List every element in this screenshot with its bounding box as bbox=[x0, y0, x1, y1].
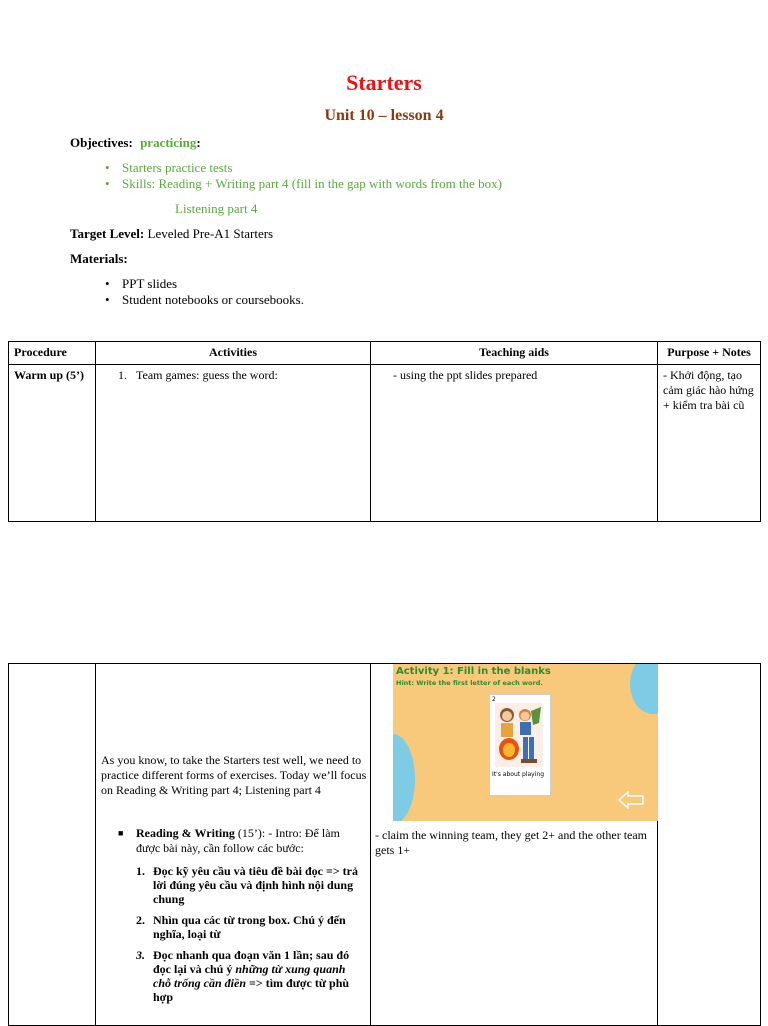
purpose-cell: - Khởi động, tạo cảm giác hào hứng + kiểm tra bài cũ bbox=[658, 365, 761, 522]
slide-title: Activity 1: Fill in the blanks bbox=[396, 666, 551, 677]
step-text-italic: những từ xung quanh chỗ trống cần điền bbox=[153, 962, 346, 990]
bullet-icon: • bbox=[105, 160, 110, 175]
header-procedure: Procedure bbox=[9, 342, 96, 365]
square-bullet-icon: ■ bbox=[118, 828, 124, 838]
teaching-aids-text: - claim the winning team, they get 2+ and the other team gets 1+ bbox=[375, 828, 648, 857]
step-number: 1. bbox=[136, 864, 145, 878]
list-item bbox=[136, 913, 363, 941]
document-subtitle: Unit 10 – lesson 4 bbox=[324, 107, 444, 124]
objectives-colon: : bbox=[196, 135, 201, 150]
list-item bbox=[105, 276, 304, 292]
slide-hint: Hint: Write the first letter of each word. bbox=[396, 679, 543, 687]
step-number: 3. bbox=[136, 948, 145, 962]
procedure-cell bbox=[9, 664, 96, 1026]
table-header-row bbox=[9, 342, 761, 365]
procedure-table bbox=[8, 341, 761, 522]
reading-writing-label: Reading & Writing bbox=[136, 826, 235, 840]
card-number: 2 bbox=[492, 696, 496, 703]
objectives-line bbox=[70, 135, 201, 151]
decorative-blob bbox=[630, 664, 658, 714]
children-illustration-icon bbox=[495, 703, 543, 767]
step-number: 2. bbox=[136, 913, 145, 927]
decorative-blob bbox=[393, 734, 415, 821]
steps-list bbox=[136, 864, 363, 1011]
activity-text: Team games: guess the word: bbox=[136, 368, 278, 382]
purpose-cell bbox=[658, 664, 761, 1026]
intro-paragraph: As you know, to take the Starters test well, we need to practice different forms of exercises. Today we’ll focus on Reading & Writing part 4; Listening part 4 bbox=[101, 753, 367, 797]
activity-slide-image bbox=[393, 664, 658, 821]
step-text: Đọc nhanh qua đoạn văn 1 lần; sau đó đọc lại và chú ý bbox=[153, 948, 350, 976]
materials-list bbox=[105, 276, 304, 308]
target-level-value: Leveled Pre-A1 Starters bbox=[147, 226, 274, 241]
list-item bbox=[105, 292, 304, 308]
header-teaching-aids: Teaching aids bbox=[371, 342, 658, 365]
target-level-label: Target Level: bbox=[70, 226, 145, 241]
step-text: Đọc kỹ yêu cầu và tiêu đề bài đọc => trả lời đúng yêu cầu và định hình nội dung chung bbox=[153, 864, 359, 906]
objectives-list bbox=[105, 160, 502, 192]
objectives-value: practicing bbox=[140, 135, 197, 150]
list-item-text: Skills: Reading + Writing part 4 (fill in the gap with words from the box) bbox=[122, 176, 502, 191]
list-item-text: Starters practice tests bbox=[122, 160, 233, 175]
reading-writing-section bbox=[118, 826, 364, 856]
list-item bbox=[105, 176, 502, 192]
procedure-cell: Warm up (5’) bbox=[9, 365, 96, 522]
table-row bbox=[9, 365, 761, 522]
header-activities: Activities bbox=[96, 342, 371, 365]
step-text: Nhìn qua các từ trong box. Chú ý đến nghĩa, loại từ bbox=[153, 913, 346, 941]
card-caption: It's about playing bbox=[492, 771, 545, 778]
activities-cell bbox=[96, 365, 371, 522]
list-item-text: PPT slides bbox=[122, 276, 178, 291]
target-level-line bbox=[70, 226, 273, 242]
reading-writing-intro: (15’): - Intro: Để làm được bài này, cần follow các bước: bbox=[136, 826, 340, 855]
bullet-icon: • bbox=[105, 292, 110, 307]
list-item bbox=[136, 864, 363, 906]
materials-label: Materials: bbox=[70, 251, 128, 266]
header-purpose: Purpose + Notes bbox=[658, 342, 761, 365]
bullet-icon: • bbox=[105, 276, 110, 291]
bullet-icon: • bbox=[105, 176, 110, 191]
document-title: Starters bbox=[346, 70, 422, 95]
teaching-aids-cell: - using the ppt slides prepared bbox=[371, 365, 658, 522]
back-arrow-icon bbox=[618, 791, 644, 809]
picture-card bbox=[489, 694, 551, 796]
objective-extra: Listening part 4 bbox=[175, 201, 258, 216]
activity-number: 1. bbox=[118, 368, 127, 382]
list-item bbox=[105, 160, 502, 176]
list-item bbox=[136, 948, 363, 1004]
step-text: => tìm được từ phù hợp bbox=[153, 976, 350, 1004]
objectives-label: Objectives: bbox=[70, 135, 133, 150]
list-item-text: Student notebooks or coursebooks. bbox=[122, 292, 304, 307]
